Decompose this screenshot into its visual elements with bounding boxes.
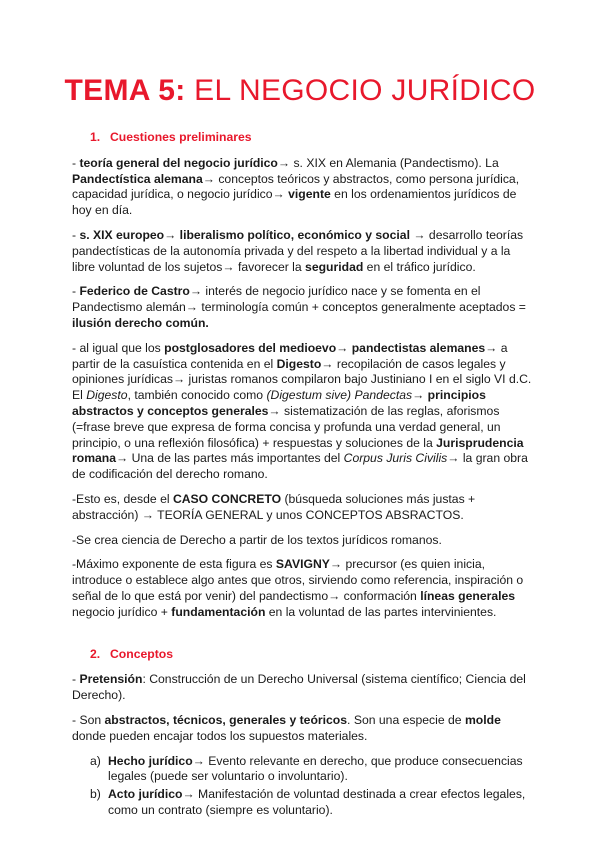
page-title: TEMA 5: EL NEGOCIO JURÍDICO <box>64 74 536 107</box>
paragraph-5: -Esto es, desde el CASO CONCRETO (búsqueda soluciones más justas + abstracción) → TEORÍA GENERAL y unos CONCEPTOS ABSRACTOS. <box>72 491 476 522</box>
paragraph-6: -Se crea ciencia de Derecho a partir de los textos jurídicos romanos. <box>72 532 442 547</box>
section-heading-2: 2. Conceptos <box>90 646 173 661</box>
paragraph-3: - Federico de Castro→ interés de negocio jurídico nace y se fomenta en el Pandectismo alemán→ terminología común + conceptos generalmente aceptados = ilusión derecho común. <box>72 284 526 330</box>
paragraph-2: - s. XIX europeo→ liberalismo político, económico y social → desarrollo teorías pandectísticas de la autonomía privada y del respeto a la libertad individual y a la libre voluntad de los sujetos→ favorecer la seguridad en el tráfico jurídico. <box>72 227 524 274</box>
paragraph-1: - teoría general del negocio jurídico→ s. XIX en Alemania (Pandectismo). La Pandectística alemana→ conceptos teóricos y abstractos, como persona jurídica, capacidad jurídica, o negocio jurídico→ vigente en los ordenamientos jurídicos de hoy en día. <box>72 155 520 218</box>
concept-list <box>90 754 532 819</box>
list-item: a) Hecho jurídico→ Evento relevante en derecho, que produce consecuencias legales (puede ser voluntario o involuntario). <box>90 753 523 784</box>
paragraph-4: - al igual que los postglosadores del medioevo→ pandectistas alemanes→ a partir de la casuística contenida en el Digesto→ recopilación de casos legales y opiniones jurídicas→ juristas romanos compilaron bajo Justiniano I en el siglo VI d.C. El Digesto, también conocido como (Digestum sive) Pandectas→ principios abstractos y conceptos generales→ sistematización de las reglas, aforismos (=frase breve que expresa de forma concisa y profunda una verdad general, un principio, o una reflexión filosófica) + respuestas y soluciones de la Jurisprudencia romana→ Una de las partes más importantes del Corpus Juris Civilis→ la gran obra de codificación del derecho romano. <box>72 340 532 482</box>
paragraph-8: - Pretensión: Construcción de un Derecho Universal (sistema científico; Ciencia del Derecho). <box>72 672 526 703</box>
list-item: b) Acto jurídico→ Manifestación de voluntad destinada a crear efectos legales, como un contrato (siempre es voluntario). <box>90 787 526 817</box>
paragraph-7: -Máximo exponente de esta figura es SAVIGNY→ precursor (es quien inicia, introduce o establece algo antes que otros, sirviendo como referencia, inspiración o señal de lo que está por venir) del pandectismo→ conformación líneas generales negocio jurídico + fundamentación en la voluntad de las partes intervinientes. <box>72 557 524 619</box>
document-body <box>72 130 532 821</box>
section-heading-1: 1. Cuestiones preliminares <box>90 130 252 144</box>
paragraph-9: - Son abstractos, técnicos, generales y teóricos. Son una especie de molde donde pueden encajar todos los supuestos materiales. <box>72 712 501 743</box>
